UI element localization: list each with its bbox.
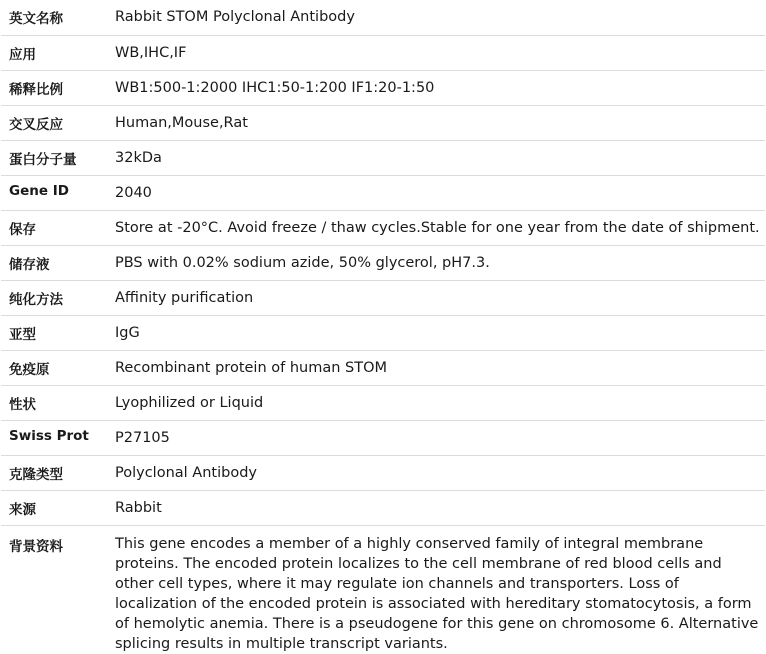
spec-value: WB,IHC,IF: [115, 35, 765, 70]
spec-label: 英文名称: [1, 0, 115, 35]
spec-row-english-name: [1, 0, 765, 35]
spec-value: 2040: [115, 175, 765, 210]
spec-value: Store at -20°C. Avoid freeze / thaw cycles.Stable for one year from the date of shipment.: [115, 210, 765, 245]
spec-label: 背景资料: [9, 538, 63, 555]
spec-value: Lyophilized or Liquid: [115, 385, 765, 420]
spec-label: 交叉反应: [1, 105, 115, 140]
antibody-spec-table: [1, 0, 765, 654]
spec-value: WB1:500-1:2000 IHC1:50-1:200 IF1:20-1:50: [115, 70, 765, 105]
spec-row-reactivity: [1, 105, 765, 140]
spec-value: P27105: [115, 420, 765, 455]
spec-label: 来源: [1, 490, 115, 525]
spec-label: 亚型: [1, 315, 115, 350]
spec-row-buffer: [1, 245, 765, 280]
spec-value: Affinity purification: [115, 280, 765, 315]
spec-value: IgG: [115, 315, 765, 350]
spec-label: 克隆类型: [1, 455, 115, 490]
spec-label: 应用: [1, 35, 115, 70]
spec-label: 蛋白分子量: [1, 140, 115, 175]
spec-row-molecular-weight: [1, 140, 765, 175]
spec-value: 32kDa: [115, 140, 765, 175]
spec-value: Human,Mouse,Rat: [115, 105, 765, 140]
spec-value: Recombinant protein of human STOM: [115, 350, 765, 385]
spec-label: 稀释比例: [1, 70, 115, 105]
spec-value: Polyclonal Antibody: [115, 455, 765, 490]
spec-label: 纯化方法: [1, 280, 115, 315]
spec-label: 性状: [1, 385, 115, 420]
spec-label: Gene ID: [1, 175, 115, 210]
spec-row-clonality: [1, 455, 765, 490]
spec-row-host: [1, 490, 765, 525]
spec-value: PBS with 0.02% sodium azide, 50% glycerol, pH7.3.: [115, 245, 765, 280]
background-text: This gene encodes a member of a highly conserved family of integral membrane proteins. The encoded protein localizes to the cell membrane of red blood cells and other cell types, where it may regulate ion channels and transporters. Loss of localization of the encoded protein is associated with hereditary stomatocytosis, a form of hemolytic anemia. There is a pseudogene for this gene on chromosome 6. Alternative splicing results in multiple transcript variants.: [115, 535, 759, 652]
spec-label: Swiss Prot: [1, 420, 115, 455]
spec-label: 储存液: [1, 245, 115, 280]
spec-row-purification: [1, 280, 765, 315]
spec-row-gene-id: [1, 175, 765, 210]
spec-label: 免疫原: [1, 350, 115, 385]
spec-label: 保存: [1, 210, 115, 245]
spec-row-swiss-prot: [1, 420, 765, 455]
spec-row-immunogen: [1, 350, 765, 385]
spec-row-form: [1, 385, 765, 420]
spec-row-dilution: [1, 70, 765, 105]
spec-row-storage: [1, 210, 765, 245]
spec-row-background: [1, 525, 765, 654]
spec-row-application: [1, 35, 765, 70]
spec-row-isotype: [1, 315, 765, 350]
spec-value: Rabbit: [115, 490, 765, 525]
spec-value: Rabbit STOM Polyclonal Antibody: [115, 0, 765, 35]
